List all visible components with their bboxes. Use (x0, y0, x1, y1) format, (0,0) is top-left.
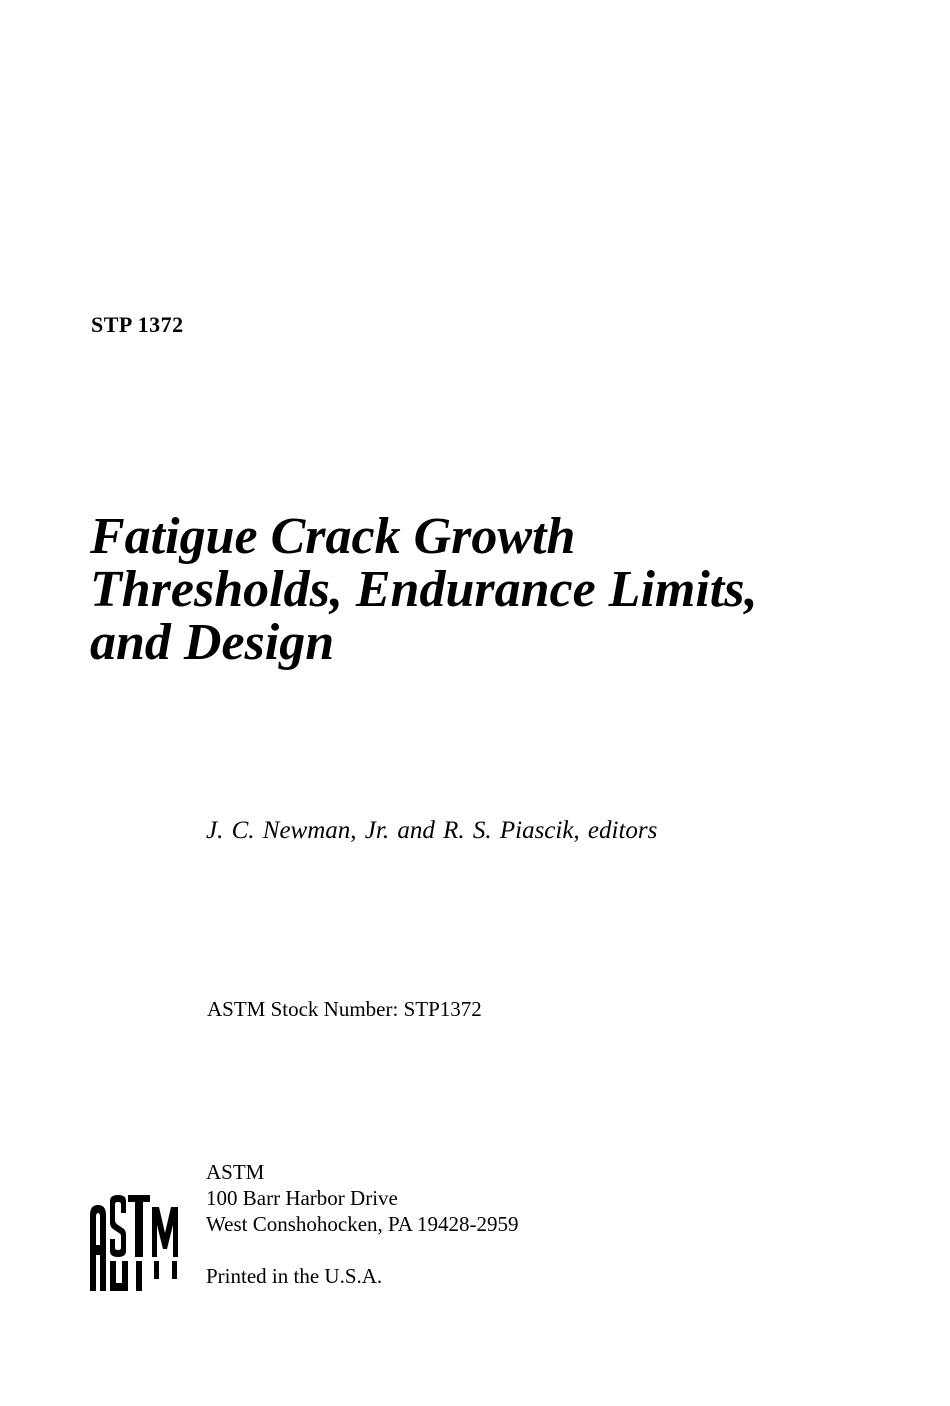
editors-line: J. C. Newman, Jr. and R. S. Piascik, editors (206, 817, 658, 844)
series-number: STP 1372 (91, 312, 184, 337)
astm-logo-icon (88, 1193, 184, 1293)
publisher-name: ASTM (206, 1160, 265, 1184)
publisher-address-street: 100 Barr Harbor Drive (206, 1186, 398, 1210)
book-title-line-1: Fatigue Crack Growth (90, 508, 576, 565)
publisher-address-city: West Conshohocken, PA 19428-2959 (206, 1212, 519, 1236)
book-title-line-3: and Design (90, 614, 335, 671)
stock-number: ASTM Stock Number: STP1372 (207, 997, 482, 1021)
publisher-block (206, 1159, 519, 1237)
book-title-line-2: Thresholds, Endurance Limits, (90, 561, 758, 618)
book-title (90, 510, 757, 669)
printed-in-line: Printed in the U.S.A. (206, 1264, 383, 1288)
